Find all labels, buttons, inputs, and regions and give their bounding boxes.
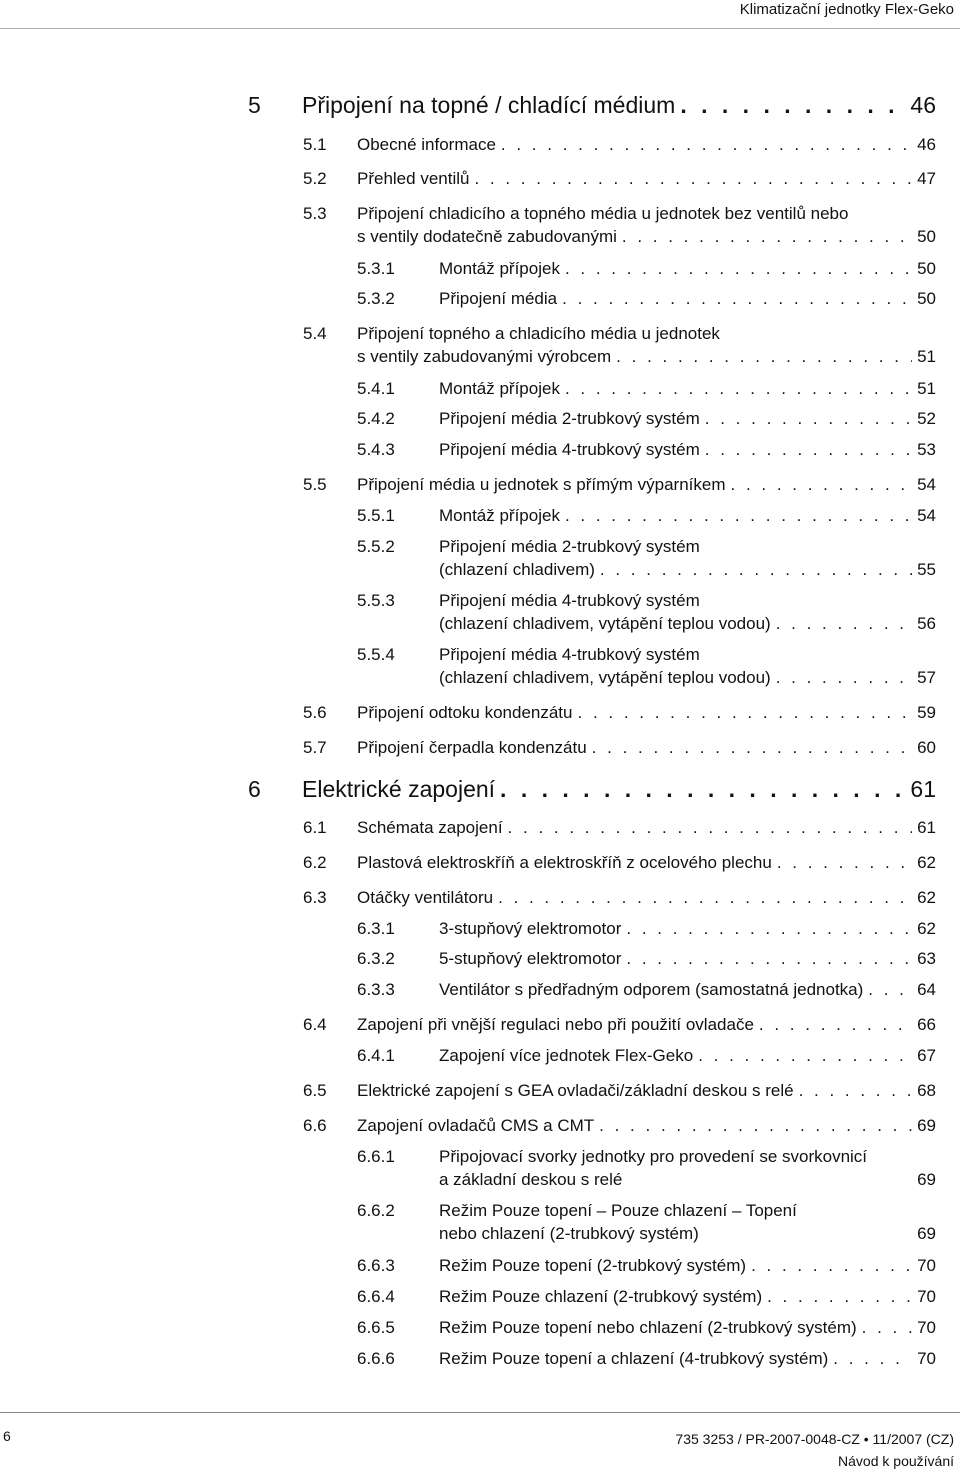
toc-title: Připojení média u jednotek s přímým výparníkem [357, 475, 726, 494]
toc-number: 5.5.4 [357, 645, 395, 664]
toc-leader-dots [565, 257, 912, 280]
toc-title: Přehled ventilů [357, 169, 470, 188]
toc-title: (chlazení chladivem, vytápění teplou vodou) [439, 614, 771, 633]
toc-title-block [439, 535, 936, 581]
toc-leader-dots [508, 816, 913, 839]
toc-number: 5.4.3 [357, 440, 395, 459]
toc-page-number: 61 [917, 818, 936, 837]
toc-page-number: 70 [917, 1256, 936, 1275]
toc-number: 6.3.2 [357, 949, 395, 968]
toc-title: Elektrické zapojení [302, 776, 496, 802]
toc-title-line: Připojení média 4-trubkový systém [439, 591, 700, 610]
toc-number: 5.1 [303, 135, 327, 154]
toc-title: s ventily dodatečně zabudovanými [357, 227, 617, 246]
toc-title: Zapojení více jednotek Flex-Geko [439, 1046, 694, 1065]
toc-number: 5.5.3 [357, 591, 395, 610]
toc-title: Zapojení při vnější regulaci nebo při použití ovladače [357, 1015, 754, 1034]
toc-leader-dots [500, 776, 905, 802]
toc-number: 5 [248, 92, 261, 118]
toc-title: Montáž přípojek [439, 506, 560, 525]
toc-number: 5.6 [303, 703, 327, 722]
toc-title-block [357, 1114, 936, 1137]
toc-leader-dots [592, 736, 912, 759]
toc-page-number: 56 [917, 614, 936, 633]
toc-page-number: 62 [917, 919, 936, 938]
toc-leader-dots [862, 1316, 912, 1339]
toc-leader-dots [626, 947, 912, 970]
toc-page-number: 69 [917, 1170, 936, 1189]
toc-title-line: Připojení média 2-trubkový systém [439, 537, 700, 556]
toc-title: a základní deskou s relé [439, 1170, 623, 1189]
toc-title: Režim Pouze topení nebo chlazení (2-trubkový systém) [439, 1318, 857, 1337]
toc-page-number: 62 [917, 888, 936, 907]
toc-title-block [439, 1316, 936, 1339]
toc-number: 6.5 [303, 1081, 327, 1100]
toc-title: (chlazení chladivem) [439, 560, 595, 579]
toc-number: 5.4 [303, 324, 327, 343]
toc-title: Připojení média 4-trubkový systém [439, 440, 700, 459]
toc-leader-dots [501, 133, 912, 156]
toc-number: 6.1 [303, 818, 327, 837]
toc-page-number: 47 [917, 169, 936, 188]
toc-title-block [439, 257, 936, 280]
toc-title-block [439, 1254, 936, 1277]
toc-title-block [439, 438, 936, 461]
toc-page-number: 55 [917, 560, 936, 579]
toc-title-block [439, 589, 936, 635]
toc-title: Ventilátor s předřadným odporem (samostatná jednotka) [439, 980, 864, 999]
toc-title: Režim Pouze topení a chlazení (4-trubkový systém) [439, 1349, 829, 1368]
toc-title: Obecné informace [357, 135, 496, 154]
toc-page-number: 60 [917, 738, 936, 757]
toc-number: 6.4 [303, 1015, 327, 1034]
toc-title-block [439, 643, 936, 689]
toc-title-block [439, 978, 936, 1001]
toc-page-number: 51 [917, 379, 936, 398]
toc-leader-dots [578, 701, 913, 724]
toc-title: Elektrické zapojení s GEA ovladači/základní deskou s relé [357, 1081, 794, 1100]
toc-title-block [439, 287, 936, 310]
toc-title-block [302, 92, 936, 118]
toc-page-number: 54 [917, 506, 936, 525]
toc-title: 5-stupňový elektromotor [439, 949, 622, 968]
toc-page-number: 63 [917, 949, 936, 968]
toc-title-block [439, 407, 936, 430]
running-header-title: Klimatizační jednotky Flex-Geko [739, 1, 954, 18]
toc-title-line: Připojovací svorky jednotky pro provedení se svorkovnicí [439, 1147, 868, 1166]
toc-title: Schémata zapojení [357, 818, 503, 837]
toc-leader-dots [705, 438, 912, 461]
toc-number: 5.5.2 [357, 537, 395, 556]
toc-leader-dots [767, 1285, 912, 1308]
toc-leader-dots [776, 612, 912, 635]
toc-title-block [357, 816, 936, 839]
toc-leader-dots [498, 886, 912, 909]
toc-title-block [439, 1347, 936, 1370]
toc-number: 6.6.4 [357, 1287, 395, 1306]
toc-title-block [357, 1013, 936, 1036]
toc-page-number: 67 [917, 1046, 936, 1065]
footer-doc-info [675, 1428, 954, 1472]
toc-number: 6.2 [303, 853, 327, 872]
toc-page-number: 69 [917, 1116, 936, 1135]
toc-number: 5.5.1 [357, 506, 395, 525]
toc-title: Připojení média [439, 289, 558, 308]
toc-title-block [357, 851, 936, 874]
toc-title: Připojení média 2-trubkový systém [439, 409, 700, 428]
toc-leader-dots [680, 92, 905, 118]
toc-title: s ventily zabudovanými výrobcem [357, 347, 612, 366]
toc-number: 6 [248, 776, 261, 802]
toc-page-number: 66 [917, 1015, 936, 1034]
toc-number: 6.6.5 [357, 1318, 395, 1337]
footer-page-number: 6 [3, 1428, 11, 1444]
toc-page-number: 59 [917, 703, 936, 722]
footer-doc-code: 735 3253 / PR-2007-0048-CZ • 11/2007 (CZ) [675, 1431, 954, 1447]
toc-page-number: 46 [910, 92, 936, 118]
toc-title-block [439, 1199, 936, 1245]
toc-page-number: 50 [917, 289, 936, 308]
toc-page-number: 52 [917, 409, 936, 428]
toc-title-block [357, 202, 936, 248]
toc-title-line: Připojení topného a chladicího média u jednotek [357, 324, 720, 343]
toc-title: nebo chlazení (2-trubkový systém) [439, 1224, 699, 1243]
toc-title-block [357, 886, 936, 909]
toc-title: Zapojení ovladačů CMS a CMT [357, 1116, 595, 1135]
toc-page-number: 54 [917, 475, 936, 494]
toc-title-block [439, 377, 936, 400]
toc-leader-dots [777, 851, 912, 874]
toc-number: 5.4.1 [357, 379, 395, 398]
toc-title-block [302, 776, 936, 802]
toc-title-block [439, 504, 936, 527]
toc-leader-dots [799, 1079, 913, 1102]
toc-title-line: Připojení média 4-trubkový systém [439, 645, 700, 664]
toc-page-number: 57 [917, 668, 936, 687]
toc-title: 3-stupňový elektromotor [439, 919, 622, 938]
toc-leader-dots [626, 917, 912, 940]
toc-page-number: 51 [917, 347, 936, 366]
toc-leader-dots [565, 377, 912, 400]
toc-title-block [439, 917, 936, 940]
toc-number: 5.5 [303, 475, 327, 494]
toc-title-block [357, 473, 936, 496]
toc-page-number: 50 [917, 259, 936, 278]
toc-title: Režim Pouze chlazení (2-trubkový systém) [439, 1287, 763, 1306]
toc-page-number: 70 [917, 1318, 936, 1337]
toc-leader-dots [833, 1347, 912, 1370]
toc-title: Montáž přípojek [439, 379, 560, 398]
toc-title: (chlazení chladivem, vytápění teplou vodou) [439, 668, 771, 687]
toc-number: 6.3.3 [357, 980, 395, 999]
toc-number: 5.3 [303, 204, 327, 223]
toc-title-block [357, 133, 936, 156]
header-divider [0, 28, 960, 29]
toc-page-number: 68 [917, 1081, 936, 1100]
toc-number: 6.3 [303, 888, 327, 907]
footer-divider [0, 1412, 960, 1413]
toc-title-line: Režim Pouze topení – Pouze chlazení – Topení [439, 1201, 797, 1220]
toc-title: Otáčky ventilátoru [357, 888, 494, 907]
toc-page-number: 61 [910, 776, 936, 802]
toc-leader-dots [751, 1254, 912, 1277]
toc-leader-dots [705, 407, 912, 430]
toc-page-number: 62 [917, 853, 936, 872]
toc-number: 5.4.2 [357, 409, 395, 428]
toc-page-number: 70 [917, 1349, 936, 1368]
toc-leader-dots [474, 167, 912, 190]
toc-number: 5.2 [303, 169, 327, 188]
toc-number: 5.7 [303, 738, 327, 757]
toc-page-number: 69 [917, 1224, 936, 1243]
toc-page-number: 64 [917, 980, 936, 999]
toc-number: 6.4.1 [357, 1046, 395, 1065]
toc-title-block [357, 167, 936, 190]
toc-title: Montáž přípojek [439, 259, 560, 278]
toc-number: 5.3.2 [357, 289, 395, 308]
toc-title: Připojení odtoku kondenzátu [357, 703, 573, 722]
toc-number: 6.6 [303, 1116, 327, 1135]
toc-page-number: 50 [917, 227, 936, 246]
toc-page-number: 53 [917, 440, 936, 459]
toc-title-block [357, 322, 936, 368]
toc-number: 5.3.1 [357, 259, 395, 278]
toc-title-block [357, 736, 936, 759]
toc-number: 6.6.6 [357, 1349, 395, 1368]
toc-title-block [357, 1079, 936, 1102]
toc-leader-dots [759, 1013, 912, 1036]
toc-leader-dots [622, 225, 912, 248]
toc-page-number: 46 [917, 135, 936, 154]
toc-number: 6.6.2 [357, 1201, 395, 1220]
toc-leader-dots [599, 1114, 912, 1137]
toc-title-block [439, 1044, 936, 1067]
toc-leader-dots [600, 558, 912, 581]
toc-leader-dots [616, 345, 912, 368]
toc-title-block [439, 1285, 936, 1308]
toc-title: Připojení čerpadla kondenzátu [357, 738, 587, 757]
toc-number: 6.3.1 [357, 919, 395, 938]
toc-number: 6.6.1 [357, 1147, 395, 1166]
footer-doc-type: Návod k používání [838, 1453, 954, 1469]
toc-title-line: Připojení chladicího a topného média u jednotek bez ventilů nebo [357, 204, 849, 223]
toc-page-number: 70 [917, 1287, 936, 1306]
toc-leader-dots [698, 1044, 912, 1067]
toc-title-block [439, 947, 936, 970]
toc-title: Plastová elektroskříň a elektroskříň z ocelového plechu [357, 853, 772, 872]
toc-leader-dots [562, 287, 912, 310]
toc-title: Režim Pouze topení (2-trubkový systém) [439, 1256, 747, 1275]
toc-leader-dots [868, 978, 912, 1001]
toc-title: Připojení na topné / chladící médium [302, 92, 676, 118]
toc-leader-dots [776, 666, 912, 689]
toc-title-block [357, 701, 936, 724]
toc-title-block [439, 1145, 936, 1191]
toc-leader-dots [565, 504, 912, 527]
toc-leader-dots [731, 473, 913, 496]
toc-number: 6.6.3 [357, 1256, 395, 1275]
